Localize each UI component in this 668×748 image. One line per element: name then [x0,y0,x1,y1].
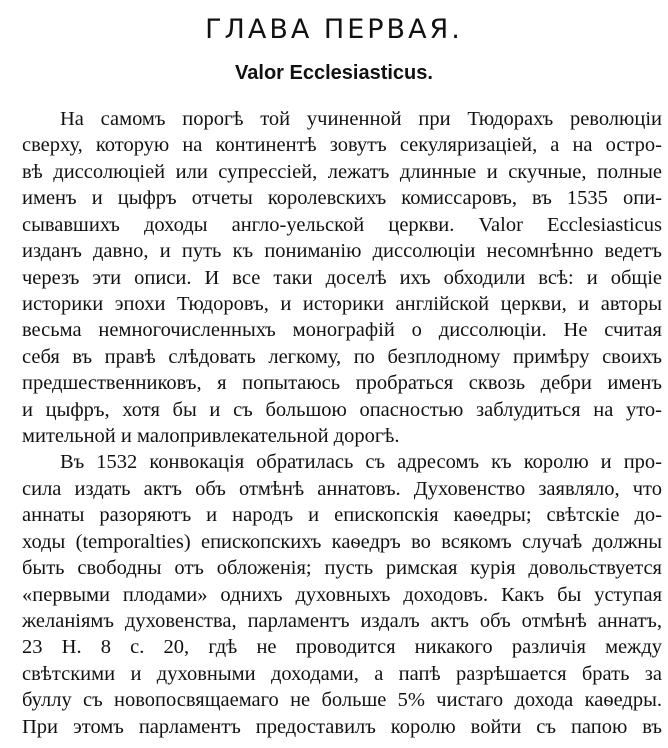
chapter-subtitle: Valor Ecclesiasticus. [235,62,433,84]
text-line: аннаты разоряютъ и народъ и епископскія каѳедры; свѣтскіе до- [22,504,662,527]
text-line: желаніямъ духовенства, парламентъ издалъ актъ объ отмѣнѣ аннатъ, [22,609,662,632]
text-line: быть свободны отъ обложенія; пусть римская курія довольствуется [22,557,662,580]
text-line: черезъ эти описи. И все таки доселѣ ихъ обходили всѣ: и общіе [22,266,662,289]
text-line: «первыми плодами» однихъ духовныхъ доходовъ. Какъ бы уступая [22,583,662,606]
text-line: сывавшихъ доходы англо-уельской церкви. Valor Ecclesiasticus [22,213,662,236]
text-line: изданъ давно, и путь къ пониманію диссолюціи несомнѣнно ведетъ [22,240,662,263]
text-line: мительной и малопривлекательной дорогѣ. [22,425,400,447]
text-line: Въ 1532 конвокація обратилась съ адресомъ къ королю и про- [60,451,662,474]
text-line: сила издать актъ объ отмѣнѣ аннатовъ. Духовенство заявляло, что [22,477,662,500]
text-line: сверху, которую на континентѣ зовутъ секуляризаціей, а на остро- [22,134,662,157]
text-line: именъ и цыфръ отчеты королевскихъ комиссаровъ, въ 1535 опи- [22,187,662,210]
text-line: весьма немногочисленныхъ монографій о диссолюціи. Не считая [22,319,662,342]
text-line: 23 H. 8 c. 20, гдѣ не проводится никакого различія между [22,636,662,659]
text-line: буллу съ новопосвящаемаго не больше 5% чистаго дохода каѳедры. [22,689,662,712]
text-line: свѣтскими и духовными доходами, а папѣ разрѣшается брать за [22,662,662,685]
chapter-title: ГЛАВА ПЕРВАЯ. [205,14,463,45]
text-line: и цыфръ, хотя бы и съ большою опасностью заблудиться на уто- [22,398,662,421]
text-line: историки эпохи Тюдоровъ, и историки англійской церкви, и авторы [22,292,662,315]
text-line: На самомъ порогѣ той учиненной при Тюдорахъ революціи [60,108,662,130]
text-line: предшественниковъ, я попытаюсь пробраться сквозь дебри именъ [22,372,662,395]
text-line: При этомъ парламентъ предоставилъ королю войти съ папою въ [22,715,662,738]
text-line: ходы (temporalties) епископскихъ каѳедръ во всякомъ случаѣ должны [22,530,662,553]
text-line: вѣ диссолюціей или супрессіей, лежатъ длинные и скучные, полные [22,160,662,183]
text-line: себя въ правѣ слѣдовать легкому, по безплодному примѣру своихъ [22,345,662,368]
